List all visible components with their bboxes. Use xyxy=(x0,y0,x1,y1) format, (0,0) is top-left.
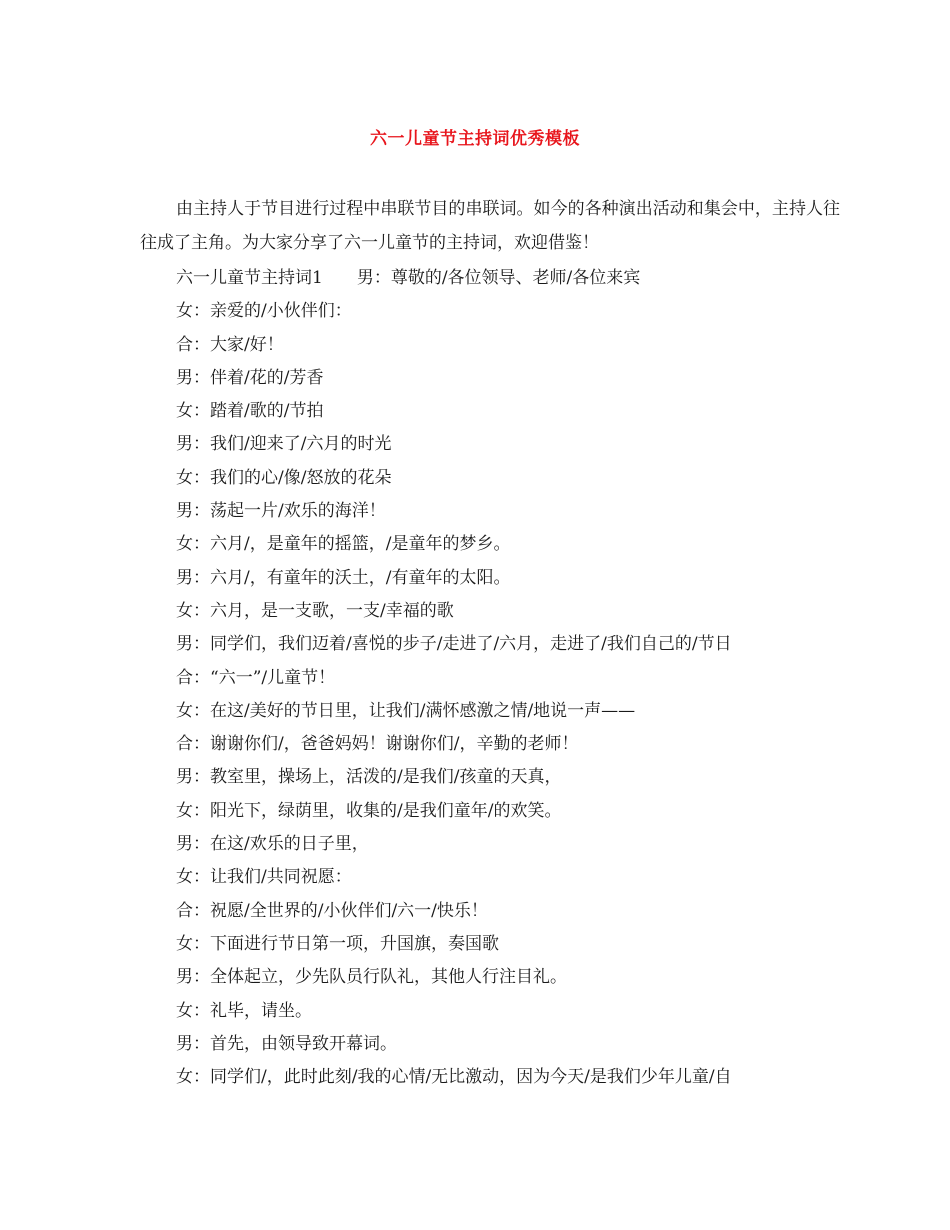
script-line: 男：同学们，我们迈着/喜悦的步子/走进了/六月，走进了/我们自己的/节日 xyxy=(176,634,732,655)
script-line: 女：同学们/，此时此刻/我的心情/无比激动，因为今天/是我们少年儿童/自 xyxy=(176,1067,732,1088)
script-line: 女：六月/，是童年的摇篮，/是童年的梦乡。 xyxy=(176,534,511,555)
script-line: 男：六月/，有童年的沃土，/有童年的太阳。 xyxy=(176,567,511,588)
script-line: 女：六月，是一支歌，一支/幸福的歌 xyxy=(176,600,454,621)
script-line: 男：我们/迎来了/六月的时光 xyxy=(176,434,392,455)
script-line: 女：踏着/歌的/节拍 xyxy=(176,401,324,422)
script-line: 六一儿童节主持词1 男：尊敬的/各位领导、老师/各位来宾 xyxy=(176,268,641,288)
script-line: 女：阳光下，绿荫里，收集的/是我们童年/的欢笑。 xyxy=(176,800,562,821)
script-line: 合：“六一”/儿童节！ xyxy=(176,667,336,688)
script-line: 合：大家/好！ xyxy=(176,334,284,355)
script-line: 男：教室里，操场上，活泼的/是我们/孩童的天真， xyxy=(176,767,562,788)
script-line: 女：礼毕，请坐。 xyxy=(176,1000,312,1021)
script-line: 女：亲爱的/小伙伴们： xyxy=(176,301,352,322)
document-title: 六一儿童节主持词优秀模板 xyxy=(370,129,580,149)
script-line: 合：祝愿/全世界的/小伙伴们/六一/快乐！ xyxy=(176,900,488,921)
script-line: 合：谢谢你们/，爸爸妈妈！谢谢你们/，辛勤的老师！ xyxy=(176,734,579,755)
script-line: 男：荡起一片/欢乐的海洋！ xyxy=(176,501,386,522)
script-lines xyxy=(176,262,836,1094)
script-line: 男：在这/欢乐的日子里， xyxy=(176,834,369,855)
script-line: 男：伴着/花的/芳香 xyxy=(176,367,324,388)
script-line: 男：全体起立，少先队员行队礼，其他人行注目礼。 xyxy=(176,967,567,988)
script-line: 女：我们的心/像/怒放的花朵 xyxy=(176,467,392,488)
script-line: 男：首先，由领导致开幕词。 xyxy=(176,1033,397,1054)
script-line: 女：在这/美好的节日里，让我们/满怀感激之情/地说一声—— xyxy=(176,700,636,721)
script-line: 女：让我们/共同祝愿： xyxy=(176,867,352,888)
intro-paragraph: 由主持人于节目进行过程中串联节目的串联词。如今的各种演出活动和集会中，主持人往往成了主角。为大家分享了六一儿童节的主持词，欢迎借鉴！ xyxy=(140,199,840,253)
script-line: 女：下面进行节日第一项，升国旗，奏国歌 xyxy=(176,933,499,954)
